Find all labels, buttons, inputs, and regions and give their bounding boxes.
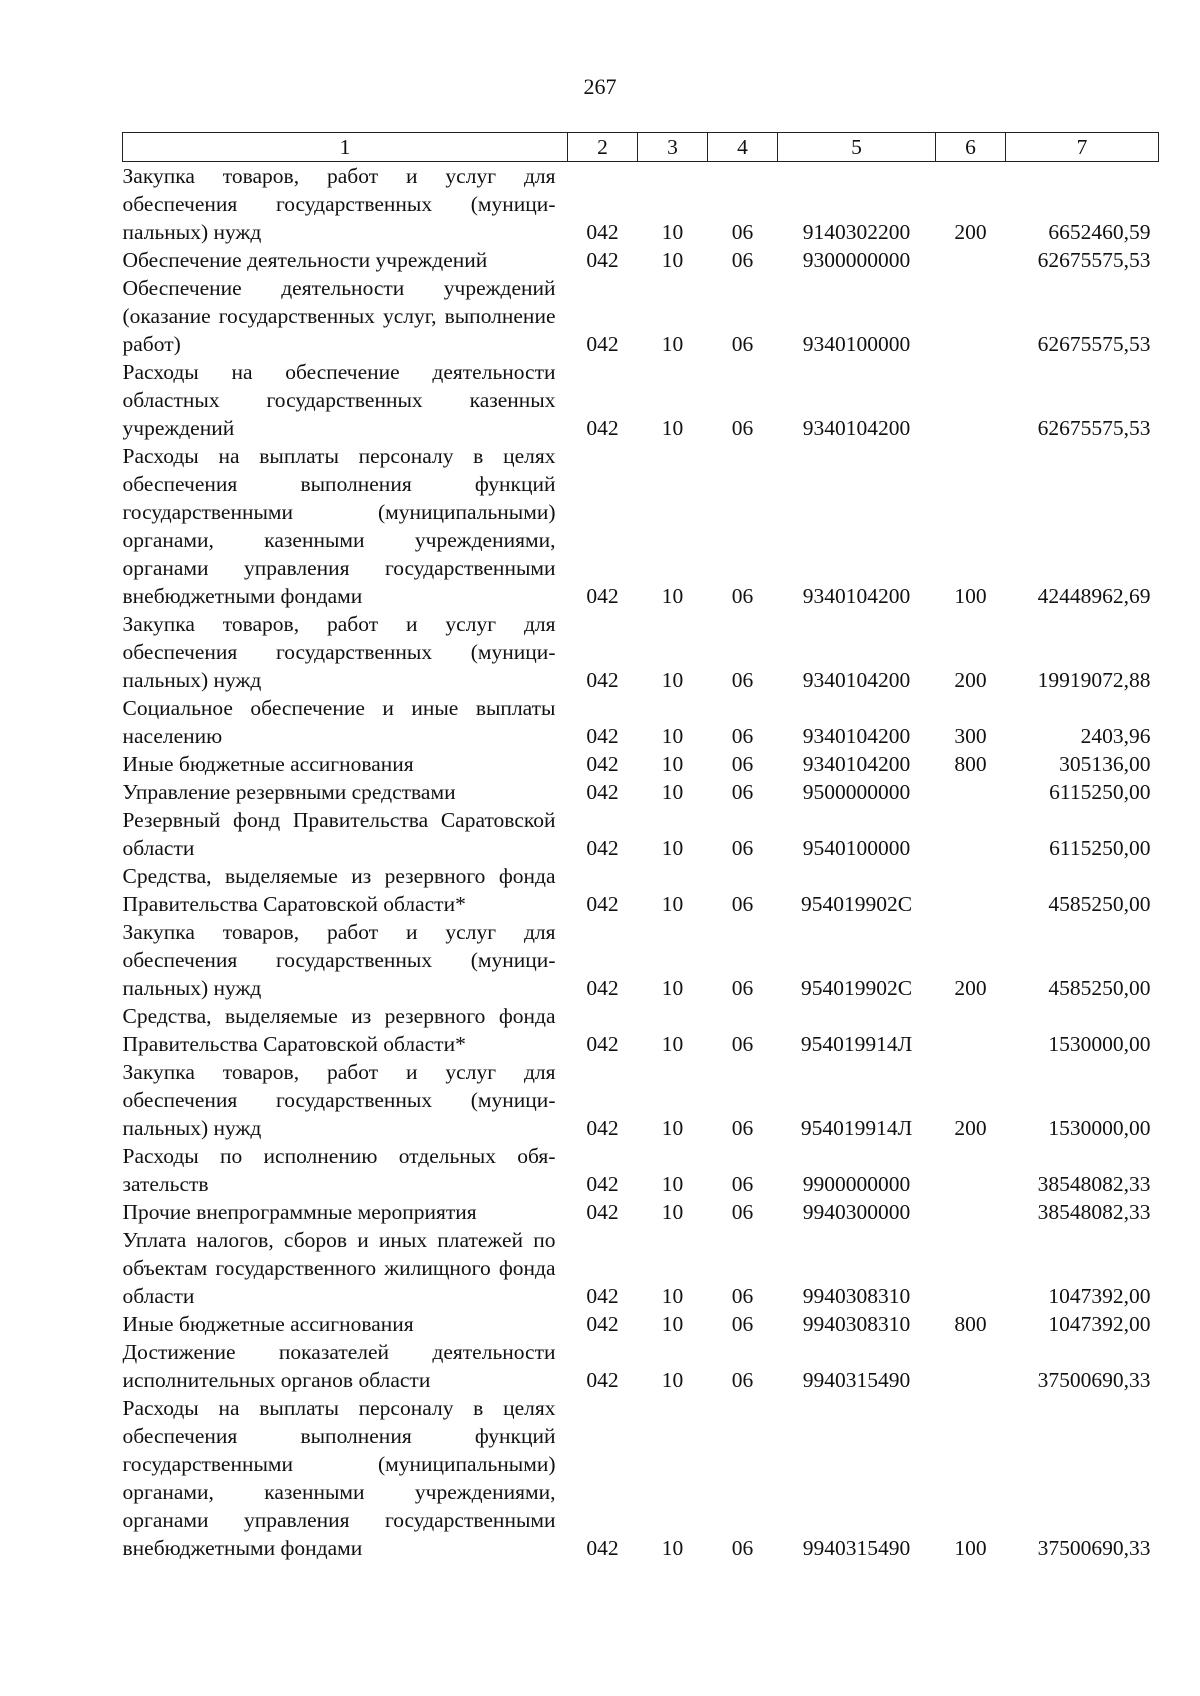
- row-col-5: 9940315490: [802, 1536, 911, 1560]
- row-col-3: 10: [661, 416, 684, 440]
- row-col-2: 042: [586, 584, 619, 608]
- row-col-2: 042: [586, 1200, 619, 1224]
- row-col-2: 042: [586, 1368, 619, 1392]
- header-col-6: 6: [936, 133, 1006, 162]
- row-col-5: 9900000000: [802, 1172, 911, 1196]
- row-col-2: 042: [586, 248, 619, 272]
- row-name: Обеспечение деятельности учреждений (оказание государственных услуг, выполнение работ): [122, 276, 556, 356]
- row-col-3: 10: [661, 1116, 684, 1140]
- row-col-5: 9340104200: [802, 668, 911, 692]
- table-row: [123, 1198, 1159, 1226]
- row-col-6: 800: [954, 752, 987, 776]
- table-header: [123, 133, 1159, 162]
- row-col-2: 042: [586, 1116, 619, 1140]
- row-col-4: 06: [731, 724, 754, 748]
- row-col-6: [936, 1338, 1006, 1394]
- row-col-4: 06: [731, 584, 754, 608]
- row-amount: 4585250,00: [1048, 892, 1151, 916]
- row-col-3: 10: [661, 584, 684, 608]
- row-col-2: 042: [586, 976, 619, 1000]
- row-col-2: 042: [586, 1536, 619, 1560]
- row-col-2: 042: [586, 332, 619, 356]
- row-amount: 1047392,00: [1048, 1312, 1151, 1336]
- row-col-3: 10: [661, 892, 684, 916]
- table-row: [123, 274, 1159, 358]
- row-name: Закупка товаров, работ и услуг для обеспечения государственных (муниципальных) нужд: [122, 920, 556, 1000]
- row-col-3: 10: [661, 1284, 684, 1308]
- row-col-4: 06: [731, 220, 754, 244]
- row-col-2: 042: [586, 668, 619, 692]
- row-col-4: 06: [731, 1536, 754, 1560]
- row-name: Расходы на обеспечение деятельности областных государственных казенных учреждений: [122, 360, 556, 440]
- table-row: [123, 806, 1159, 862]
- row-col-4: 06: [731, 1284, 754, 1308]
- row-col-3: 10: [661, 976, 684, 1000]
- row-name: Расходы на выплаты персоналу в целях обеспечения выполнения функций государственными (муниципальными) органами, казенными учреждениями, органами управления государственными внебюджетными фондами: [122, 444, 556, 608]
- row-col-6: 100: [954, 584, 987, 608]
- row-col-5: 954019902С: [800, 976, 913, 1000]
- row-amount: 4585250,00: [1048, 976, 1151, 1000]
- header-col-3: 3: [638, 133, 708, 162]
- row-col-3: 10: [661, 1368, 684, 1392]
- row-col-6: [936, 862, 1006, 918]
- row-col-4: 06: [731, 1200, 754, 1224]
- budget-table: [122, 132, 1159, 1562]
- row-name: Закупка товаров, работ и услуг для обеспечения государственных (муниципальных) нужд: [122, 164, 556, 244]
- row-col-3: 10: [661, 668, 684, 692]
- row-col-4: 06: [731, 780, 754, 804]
- row-amount: 19919072,88: [1037, 668, 1151, 692]
- row-col-6: [936, 778, 1006, 806]
- row-col-5: 9540100000: [802, 836, 911, 860]
- row-col-6: 200: [954, 668, 987, 692]
- row-col-2: 042: [586, 416, 619, 440]
- row-amount: 62675575,53: [1037, 248, 1151, 272]
- row-col-5: 9940300000: [802, 1200, 911, 1224]
- row-col-5: 9340104200: [802, 584, 911, 608]
- table-row: [123, 694, 1159, 750]
- row-col-4: 06: [731, 1116, 754, 1140]
- row-col-6: 300: [954, 724, 987, 748]
- row-col-3: 10: [661, 1032, 684, 1056]
- row-col-3: 10: [661, 220, 684, 244]
- row-amount: 38548082,33: [1037, 1200, 1151, 1224]
- row-amount: 37500690,33: [1037, 1368, 1151, 1392]
- row-col-5: 9340104200: [802, 724, 911, 748]
- row-amount: 305136,00: [1059, 752, 1151, 776]
- header-col-5: 5: [778, 133, 936, 162]
- table-row: [123, 1394, 1159, 1562]
- row-col-2: 042: [586, 220, 619, 244]
- row-amount: 6652460,59: [1048, 220, 1151, 244]
- row-col-6: 200: [954, 220, 987, 244]
- table-row: [123, 918, 1159, 1002]
- row-col-3: 10: [661, 780, 684, 804]
- row-col-2: 042: [586, 1032, 619, 1056]
- row-col-4: 06: [731, 668, 754, 692]
- row-col-2: 042: [586, 1312, 619, 1336]
- row-col-5: 9340100000: [802, 332, 911, 356]
- row-col-4: 06: [731, 836, 754, 860]
- row-col-5: 9940315490: [802, 1368, 911, 1392]
- row-name: Закупка товаров, работ и услуг для обеспечения государственных (муниципальных) нужд: [122, 612, 556, 692]
- row-amount: 6115250,00: [1049, 836, 1151, 860]
- table-body: [123, 162, 1159, 1563]
- row-col-3: 10: [661, 1200, 684, 1224]
- row-amount: 62675575,53: [1037, 416, 1151, 440]
- row-col-3: 10: [661, 1312, 684, 1336]
- table-row: [123, 1058, 1159, 1142]
- row-col-5: 9340104200: [802, 416, 911, 440]
- row-name: Закупка товаров, работ и услуг для обеспечения государственных (муниципальных) нужд: [122, 1060, 556, 1140]
- row-col-5: 954019914Л: [800, 1116, 913, 1140]
- table-row: [123, 358, 1159, 442]
- row-name: Расходы на выплаты персоналу в целях обеспечения выполнения функций государственными (муниципальными) органами, казенными учреждениями, органами управления государственными внебюджетными фондами: [122, 1396, 556, 1560]
- row-col-2: 042: [586, 1172, 619, 1196]
- row-col-3: 10: [661, 1172, 684, 1196]
- row-col-6: [936, 246, 1006, 274]
- row-name: Уплата налогов, сборов и иных платежей по объектам государственного жилищного фонда области: [122, 1228, 556, 1308]
- table-row: [123, 246, 1159, 274]
- row-col-5: 9500000000: [802, 780, 911, 804]
- row-amount: 38548082,33: [1037, 1172, 1151, 1196]
- row-col-6: [936, 1002, 1006, 1058]
- row-col-5: 9940308310: [802, 1284, 911, 1308]
- row-col-6: [936, 1198, 1006, 1226]
- row-col-5: 9940308310: [802, 1312, 911, 1336]
- row-name: Социальное обеспечение и иные выплаты населению: [122, 696, 556, 748]
- row-col-5: 954019914Л: [800, 1032, 913, 1056]
- header-col-2: 2: [568, 133, 638, 162]
- table-row: [123, 1002, 1159, 1058]
- row-name: Обеспечение деятельности учреждений: [122, 248, 488, 272]
- row-col-2: 042: [586, 892, 619, 916]
- row-col-2: 042: [586, 752, 619, 776]
- row-col-5: 9140302200: [802, 220, 911, 244]
- table-row: [123, 162, 1159, 247]
- row-col-6: [936, 1226, 1006, 1310]
- row-col-4: 06: [731, 1312, 754, 1336]
- row-col-2: 042: [586, 724, 619, 748]
- table-row: [123, 1226, 1159, 1310]
- row-amount: 1047392,00: [1048, 1284, 1151, 1308]
- row-col-4: 06: [731, 752, 754, 776]
- page-number: 267: [583, 74, 617, 99]
- table-row: [123, 442, 1159, 610]
- row-col-4: 06: [731, 248, 754, 272]
- table-row: [123, 862, 1159, 918]
- table-row: [123, 1142, 1159, 1198]
- row-col-6: [936, 358, 1006, 442]
- row-col-3: 10: [661, 724, 684, 748]
- row-col-6: [936, 1142, 1006, 1198]
- header-col-7: 7: [1006, 133, 1159, 162]
- row-name: Управление резервными средствами: [122, 780, 456, 804]
- row-amount: 1530000,00: [1048, 1032, 1151, 1056]
- row-col-3: 10: [661, 248, 684, 272]
- row-name: Средства, выделяемые из резервного фонда Правительства Саратовской области*: [122, 1004, 556, 1056]
- row-col-6: 100: [954, 1536, 987, 1560]
- header-col-1: 1: [123, 133, 568, 162]
- row-amount: 1530000,00: [1048, 1116, 1151, 1140]
- row-col-6: [936, 274, 1006, 358]
- row-amount: 42448962,69: [1037, 584, 1151, 608]
- row-col-4: 06: [731, 892, 754, 916]
- row-name: Резервный фонд Правительства Саратовской области: [122, 808, 556, 860]
- row-col-4: 06: [731, 332, 754, 356]
- row-col-5: 9300000000: [802, 248, 911, 272]
- row-col-5: 9340104200: [802, 752, 911, 776]
- row-col-6: [936, 806, 1006, 862]
- row-name: Расходы по исполнению отдельных обязательств: [122, 1144, 556, 1196]
- table-row: [123, 610, 1159, 694]
- row-amount: 37500690,33: [1037, 1536, 1151, 1560]
- table-row: [123, 1310, 1159, 1338]
- row-col-4: 06: [731, 1032, 754, 1056]
- row-col-3: 10: [661, 1536, 684, 1560]
- table-row: [123, 1338, 1159, 1394]
- row-col-6: 200: [954, 976, 987, 1000]
- row-name: Прочие внепрограммные мероприятия: [122, 1200, 477, 1224]
- row-name: Иные бюджетные ассигнования: [122, 1312, 414, 1336]
- row-amount: 62675575,53: [1037, 332, 1151, 356]
- row-col-3: 10: [661, 752, 684, 776]
- row-col-6: 200: [954, 1116, 987, 1140]
- table-row: [123, 750, 1159, 778]
- row-col-3: 10: [661, 836, 684, 860]
- header-col-4: 4: [708, 133, 778, 162]
- row-amount: 6115250,00: [1049, 780, 1151, 804]
- row-col-4: 06: [731, 1368, 754, 1392]
- row-col-5: 954019902С: [800, 892, 913, 916]
- row-col-6: 800: [954, 1312, 987, 1336]
- row-col-3: 10: [661, 332, 684, 356]
- row-name: Средства, выделяемые из резервного фонда Правительства Саратовской области*: [122, 864, 556, 916]
- row-amount: 2403,96: [1080, 724, 1151, 748]
- row-col-2: 042: [586, 780, 619, 804]
- row-name: Достижение показателей деятельности исполнительных органов области: [122, 1340, 556, 1392]
- row-name: Иные бюджетные ассигнования: [122, 752, 414, 776]
- row-col-2: 042: [586, 1284, 619, 1308]
- row-col-2: 042: [586, 836, 619, 860]
- header-row: [123, 133, 1159, 162]
- table-row: [123, 778, 1159, 806]
- row-col-4: 06: [731, 416, 754, 440]
- row-col-4: 06: [731, 976, 754, 1000]
- row-col-4: 06: [731, 1172, 754, 1196]
